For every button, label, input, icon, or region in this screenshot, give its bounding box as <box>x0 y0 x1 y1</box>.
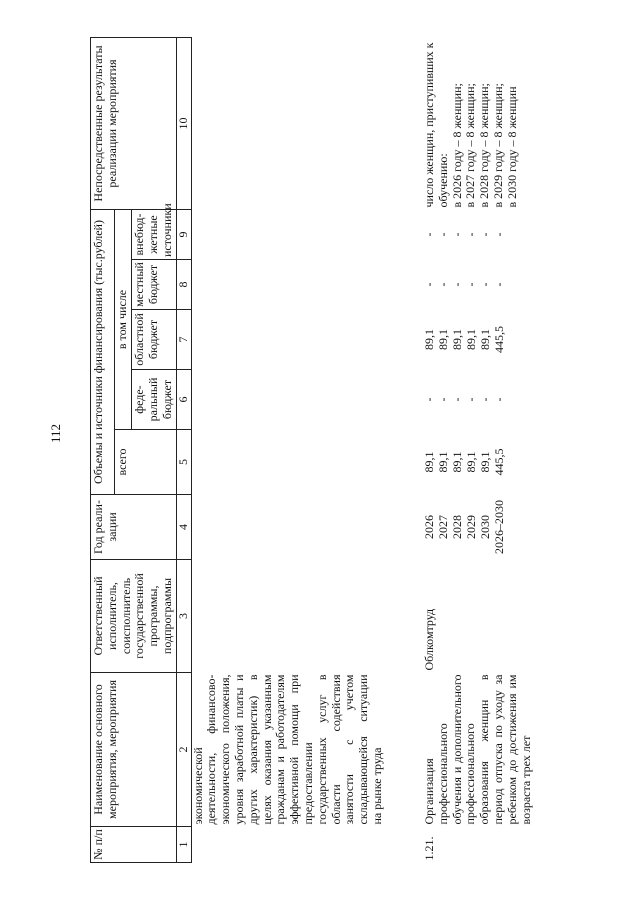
year-value: 2026–2030 <box>492 500 507 554</box>
col-number: 2 <box>176 673 191 827</box>
regional-value: 89,1 <box>450 329 465 350</box>
regional-value: 445,5 <box>492 326 507 353</box>
results-line: в 2028 году – 8 женщин; <box>477 83 492 208</box>
extrabudget-value: - <box>492 232 507 237</box>
col-number: 6 <box>176 370 191 430</box>
col-number: 5 <box>176 430 191 495</box>
continuation-row <box>191 38 417 863</box>
federal-value: - <box>422 397 437 402</box>
col-number: 7 <box>176 310 191 370</box>
extrabudget-value: - <box>450 232 465 237</box>
results-line: число женщин, приступивших к обучению: <box>422 42 450 208</box>
local-value: - <box>464 282 479 287</box>
results-cell <box>423 38 533 210</box>
rotated-page <box>90 38 630 863</box>
col-number: 8 <box>176 260 191 310</box>
extrabudget-value: - <box>478 232 493 237</box>
year-value: 2028 <box>450 515 465 539</box>
regional-value: 89,1 <box>436 329 451 350</box>
header-total: всего <box>115 430 177 495</box>
total-value: 89,1 <box>478 451 493 473</box>
header-federal: феде-ральный бюджет <box>132 370 176 430</box>
col-number: 3 <box>176 560 191 673</box>
year-value: 2029 <box>464 515 479 539</box>
extrabudget-cell <box>423 210 533 260</box>
local-value: - <box>436 282 451 287</box>
federal-value: - <box>478 397 493 402</box>
federal-value: - <box>492 397 507 402</box>
local-value: - <box>422 282 437 287</box>
year-value: 2026 <box>422 515 437 539</box>
col-number: 10 <box>176 38 191 210</box>
header-extrabudget: внебюд-жетные источники <box>132 210 176 260</box>
executor: Облкомтруд <box>422 608 437 671</box>
continuation-text: экономической деятельности, финансово-экономического положения, уровня заработной платы и других характеристик) в целях оказания указанным гражданам и работодателям эффективной помощи при предоставлении государственных услуг в области содействия занятости с учетом складывающейся ситуации на рынке труда <box>190 674 384 825</box>
col-number: 9 <box>176 210 191 260</box>
col-number: 4 <box>176 495 191 560</box>
extrabudget-value: - <box>436 232 451 237</box>
header-num: № п/п <box>91 827 177 863</box>
extrabudget-value: - <box>464 232 479 237</box>
program-table <box>90 37 533 863</box>
total-value: 89,1 <box>422 451 437 473</box>
local-value: - <box>478 282 493 287</box>
total-value: 89,1 <box>450 451 465 473</box>
header-executor: Ответственный исполнитель, соисполнитель государственной программы, подпрограммы <box>91 560 177 673</box>
year-value: 2027 <box>436 515 451 539</box>
years-cell <box>423 495 533 560</box>
regional-value: 89,1 <box>422 329 437 350</box>
table-row-1-21 <box>423 38 533 863</box>
extrabudget-value: - <box>422 232 437 237</box>
results-line: в 2026 году – 8 женщин; <box>449 83 464 208</box>
col-number: 1 <box>176 827 191 863</box>
local-cell <box>423 260 533 310</box>
results-line: в 2029 году – 8 женщин; <box>491 83 506 208</box>
federal-cell <box>423 370 533 430</box>
header-including: в том числе <box>115 210 132 430</box>
regional-cell <box>423 310 533 370</box>
header-year: Год реали-зации <box>91 495 177 560</box>
header-name: Наименование основного мероприятия, мероприятия <box>91 673 177 827</box>
header-results: Непосредственные результаты реализации мероприятия <box>91 38 177 210</box>
federal-value: - <box>450 397 465 402</box>
total-cell <box>423 430 533 495</box>
total-value: 89,1 <box>436 451 451 473</box>
regional-value: 89,1 <box>464 329 479 350</box>
measure-name: Организация профессионального обучения и дополнительного профессионального образования женщин в период отпуска по уходу за ребенком до достижения им возраста трех лет <box>422 674 533 825</box>
federal-value: - <box>464 397 479 402</box>
federal-value: - <box>436 397 451 402</box>
year-value: 2030 <box>478 515 493 539</box>
page-number: 112 <box>48 423 63 443</box>
header-local: местный бюджет <box>132 260 176 310</box>
regional-value: 89,1 <box>478 329 493 350</box>
total-value: 89,1 <box>464 451 479 473</box>
column-numbers-row <box>176 38 191 863</box>
total-value: 445,5 <box>492 448 507 476</box>
row-number: 1.21. <box>422 836 437 861</box>
header-financing: Объемы и источники финансирования (тыс.рублей) <box>91 210 115 495</box>
header-regional: областной бюджет <box>132 310 176 370</box>
results-line: в 2027 году – 8 женщин; <box>463 83 478 208</box>
local-value: - <box>450 282 465 287</box>
local-value: - <box>492 282 507 287</box>
results-line: в 2030 году – 8 женщин <box>504 86 519 208</box>
